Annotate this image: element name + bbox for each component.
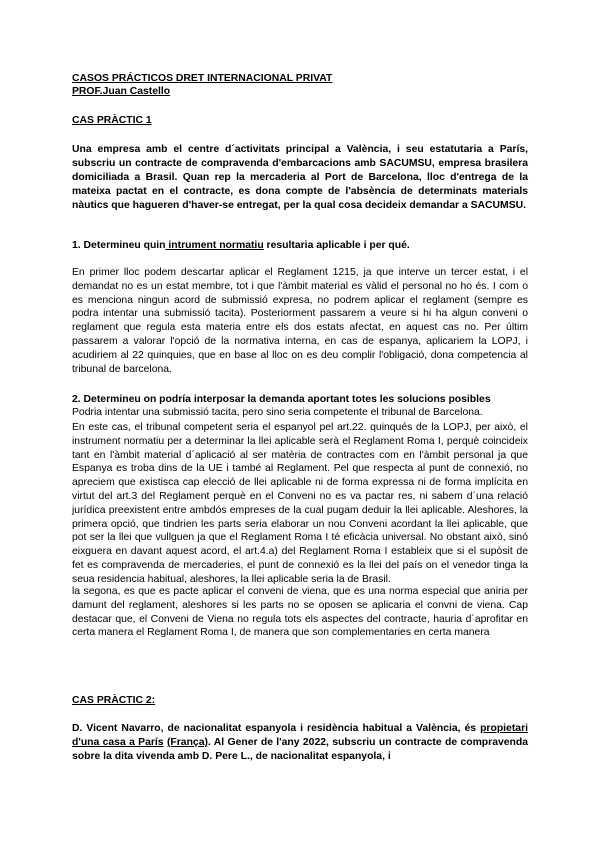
- case2-statement-start: D. Vicent Navarro, de nacionalitat espanyola i residència habitual a València, és: [72, 723, 481, 734]
- case1-statement: Una empresa amb el centre d´activitats principal a València, i seu estatutaria a París, subscriu un contracte de compravenda d'embarcacions amb SACUMSU, empresa brasilera domiciliada a Brasil. Quan rep la mercaderia al Port de Barcelona, lloc d'entrega de la mateixa pactat en el contracte, es dona compte de l'absència de determinats materials nàutics que hagueren d'haver-se entregat, per la qual cosa decideix demandar a SACUMSU.: [72, 144, 528, 211]
- case1-question-2: 2. Determineu on podría interposar la demanda aportant totes les solucions posibles: [72, 394, 491, 405]
- case2-heading: CAS PRÀCTIC 2:: [72, 695, 156, 706]
- question-1-suffix: resultaria aplicable i per qué.: [263, 240, 410, 251]
- question-1-prefix: 1. Determineu quin: [72, 240, 166, 251]
- case2-statement-end: . Al Gener de l'any 2022, subscriu un contracte de compravenda sobre la dita vivenda amb D. Pere L., de nacionalitat espanyola, i: [72, 737, 529, 762]
- professor-name: PROF.Juan Castello: [72, 86, 171, 97]
- question-1-underlined: intrument normatiu: [165, 240, 264, 251]
- case1-answer-2-paragraph-2: la segona, es que es pacte aplicar el conveni de viena, que es una norma especial que aniria per damunt del reglament, aleshores si les parts no se oposen se aplicaria el convni de viena. Cap destacar que, el Conveni de Viena no regula tots els aspectes del contracte, hauria d´aprofitar en certa manera el Reglament Roma I, de manera que son complementaries en certa manera: [72, 586, 528, 639]
- case2-statement-underlined-2: (França): [166, 737, 208, 748]
- document-title: CASOS PRÁCTICOS DRET INTERNACIONAL PRIVAT: [72, 73, 333, 84]
- case1-heading: CAS PRÀCTIC 1: [72, 115, 152, 126]
- case1-answer-2-paragraph: En este cas, el tribunal competent seria el espanyol pel art.22. quinqués de la LOPJ, per això, el instrument normatiu per a determinar la llei aplicable serà el Reglament Roma I, perquè coincideix tant en l'àmbit material d´aplicació al ser matèria de contractes com en l'àmbit personal ja que Espanya es troba dins de la UE i també al Reglament. Pel que respecta al punt de connexió, no apreciem que existisca cap elecció de llei aplicable ni de forma expressa ni de forma implícita en virtut del art.3 del Reglament perquè en el Conveni no es va pactar res, ni sabem d´una relació jurídica preexistent entre ambdós empreses de la cual pugam deduir la llei aplicable. Aleshores, la primera opció, que tindrien les parts seria elaborar un nou Conveni acordant la llei aplicable, que pot ser la llei que vullguen ja que el Reglament Roma I té eficàcia universal. No obstant això, sinó eixguera en davant aquest acord, el art.4.a) del Reglament Roma I estableix que si el supòsit de fet es compravenda de mercaderies, el punt de connexió es la llei del país on el venedor tinga la seua residencia habitual, aleshores, la llei aplicable seria la de Brasil.: [72, 422, 528, 585]
- case1-question-1: [72, 239, 528, 252]
- case2-statement: [72, 722, 528, 764]
- case1-answer-2-line: Podria intentar una submissió tacita, pero sino seria competente el tribunal de Barcelona.: [72, 407, 483, 418]
- case1-answer-1: En primer lloc podem descartar aplicar el Reglament 1215, ja que interve un tercer estat, i el demandat no es un estat membre, tot i que l'àmbit material es vàlid el personal no ho és. I com o es menciona ningun acord de submissió expresa, no podrem aplicar el reglament (sempre es podra intentar una submissió tacita). Posteriorment passarem a veure si hi ha algun conveni o reglament que regula esta materia entre els dos estats afectat, en aquest cas no. Per últim passarem a valorar l'opció de la normativa interna, en cas de espanya, aplicariem la LOPJ, i acudiriem al 22 quinquies, que en base al lloc on es deu complir l'obligació, dona competencia al tribunal de barcelona.: [72, 267, 528, 375]
- case2-statement-underlined-1: propietari d'una casa a París: [72, 723, 528, 748]
